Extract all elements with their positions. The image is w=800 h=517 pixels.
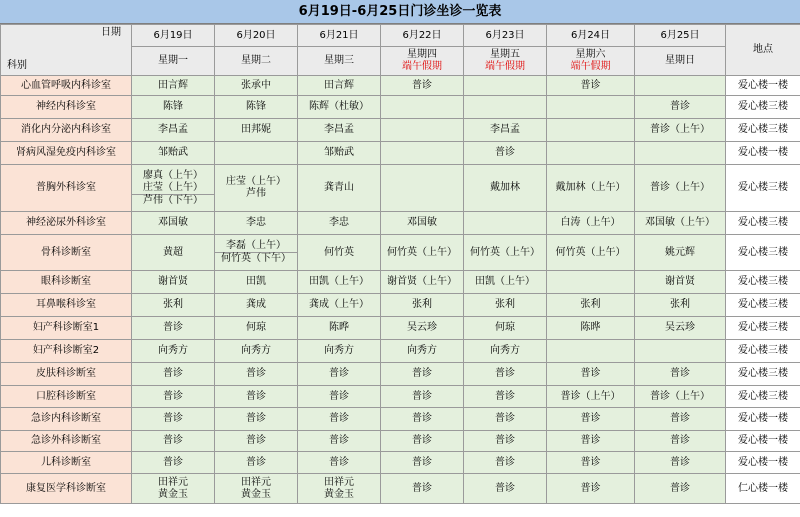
department-name: 妇产科诊断室1 [1,317,132,340]
location-name: 爱心楼三楼 [726,271,800,294]
location-name: 爱心楼三楼 [726,165,800,212]
table-row [1,408,800,431]
schedule-cell: 白涛（上午） [547,212,635,235]
schedule-cell: 普诊 [635,96,726,119]
location-name: 爱心楼三楼 [726,235,800,271]
header-date: 6月24日 [547,25,635,47]
schedule-cell: 田邦妮 [215,119,298,142]
schedule-cell: 向秀方 [132,340,215,363]
header-weekday [215,47,298,76]
schedule-cell [298,474,381,504]
schedule-cell: 普诊 [298,386,381,408]
schedule-cell [547,142,635,165]
schedule-cell: 吴云珍 [635,317,726,340]
weekday-label: 星期六 [575,49,606,60]
schedule-cell: 普诊（上午） [547,386,635,408]
schedule-cell: 普诊 [215,363,298,386]
department-name: 急诊外科诊断室 [1,431,132,452]
table-row [1,142,800,165]
schedule-cell: 谢首贤（上午） [381,271,464,294]
schedule-cell: 吴云珍 [381,317,464,340]
department-name: 眼科诊断室 [1,271,132,294]
department-name: 儿科诊断室 [1,452,132,474]
location-name: 爱心楼三楼 [726,386,800,408]
schedule-cell: 何竹英（上午） [464,235,547,271]
doctor-name: 田祥元 [324,476,354,488]
schedule-cell: 普诊 [381,408,464,431]
header-corner [1,25,132,76]
schedule-cell: 张利 [381,294,464,317]
schedule-cell: 田言辉 [298,76,381,96]
header-date: 6月25日 [635,25,726,47]
schedule-cell: 姚元辉 [635,235,726,271]
schedule-cell: 田凯（上午） [298,271,381,294]
doctor-name: 芦伟 [246,188,266,199]
schedule-cell [215,474,298,504]
schedule-cell: 李昌孟 [464,119,547,142]
schedule-cell: 普诊 [215,452,298,474]
location-name: 爱心楼一楼 [726,142,800,165]
schedule-cell: 普诊 [132,317,215,340]
location-name: 爱心楼三楼 [726,212,800,235]
table-row [1,340,800,363]
holiday-label: 端午假期 [570,61,611,72]
weekday-label: 星期一 [158,55,188,66]
table-row [1,271,800,294]
doctor-name: 廖真（上午） [143,169,203,181]
table-row [1,294,800,317]
schedule-cell: 普诊 [298,363,381,386]
schedule-cell: 普诊 [464,142,547,165]
doctor-name: 黄金玉 [241,488,271,500]
department-name: 口腔科诊断室 [1,386,132,408]
schedule-cell: 戴加林 [464,165,547,212]
schedule-cell: 谢首贤 [635,271,726,294]
schedule-cell [635,76,726,96]
schedule-cell: 普诊 [547,431,635,452]
table-row [1,474,800,504]
department-name: 神经泌尿外科诊室 [1,212,132,235]
schedule-cell: 普诊 [381,452,464,474]
schedule-cell: 何竹英（上午） [547,235,635,271]
department-name: 普胸外科诊室 [1,165,132,212]
table-row [1,317,800,340]
doctor-name: 李磊（上午） [226,240,286,251]
schedule-cell: 向秀方 [381,340,464,363]
location-name: 爱心楼一楼 [726,452,800,474]
schedule-cell: 普诊 [635,363,726,386]
schedule-cell: 陈辉（杜敏） [298,96,381,119]
schedule-cell: 何琼 [215,317,298,340]
table-row [1,386,800,408]
schedule-cell: 陈晔 [298,317,381,340]
schedule-cell [381,142,464,165]
header-date: 6月19日 [132,25,215,47]
weekday-label: 星期五 [490,49,520,60]
schedule-cell: 普诊 [132,386,215,408]
weekday-label: 星期三 [324,55,354,66]
department-name: 肾病风湿免疫内科诊室 [1,142,132,165]
schedule-cell: 黄超 [132,235,215,271]
doctor-name: 黄金玉 [324,488,354,500]
schedule-cell: 张利 [635,294,726,317]
schedule-cell: 普诊（上午） [635,119,726,142]
department-name: 妇产科诊断室2 [1,340,132,363]
schedule-cell [464,76,547,96]
doctor-name: 田祥元 [241,476,271,488]
schedule-cell: 张利 [132,294,215,317]
schedule-cell [215,165,298,212]
doctor-name: 庄莹（上午） [143,181,203,193]
header-date: 6月20日 [215,25,298,47]
header-weekday [381,47,464,76]
schedule-cell [215,142,298,165]
table-row [1,235,800,271]
schedule-cell: 何竹英 [298,235,381,271]
department-name: 急诊内科诊断室 [1,408,132,431]
department-name: 骨科诊断室 [1,235,132,271]
location-name: 仁心楼一楼 [726,474,800,504]
schedule-cell [381,96,464,119]
schedule-cell: 何琼 [464,317,547,340]
schedule-cell: 普诊 [215,386,298,408]
doctor-name: 何竹英（下午） [215,252,297,265]
schedule-cell: 龚青山 [298,165,381,212]
schedule-cell [547,271,635,294]
schedule-cell: 普诊 [381,76,464,96]
weekday-label: 星期四 [407,49,437,60]
location-name: 爱心楼三楼 [726,340,800,363]
schedule-cell: 李昌孟 [298,119,381,142]
schedule-cell: 邓国敏 [132,212,215,235]
schedule-cell [547,340,635,363]
schedule-cell: 普诊 [635,408,726,431]
schedule-cell: 张利 [464,294,547,317]
schedule-cell: 向秀方 [464,340,547,363]
location-name: 爱心楼三楼 [726,294,800,317]
doctor-name: 黄金玉 [158,488,188,500]
schedule-cell: 普诊 [464,363,547,386]
schedule-cell: 普诊 [381,386,464,408]
schedule-cell: 普诊 [298,408,381,431]
department-name: 神经内科诊室 [1,96,132,119]
schedule-cell: 普诊 [132,363,215,386]
schedule-cell: 何竹英（上午） [381,235,464,271]
holiday-label: 端午假期 [402,61,442,72]
schedule-cell [215,235,298,271]
schedule-cell: 普诊（上午） [635,386,726,408]
department-name: 心血管呼吸内科诊室 [1,76,132,96]
schedule-cell [132,165,215,212]
department-name: 康复医学科诊断室 [1,474,132,504]
schedule-cell: 普诊 [547,452,635,474]
schedule-cell: 普诊 [381,431,464,452]
schedule-cell: 邓国敏（上午） [635,212,726,235]
schedule-cell: 普诊 [381,363,464,386]
location-name: 爱心楼一楼 [726,76,800,96]
corner-dept-label: 科别 [7,60,27,71]
location-name: 爱心楼一楼 [726,431,800,452]
schedule-cell: 普诊 [547,474,635,504]
schedule-cell: 李昌孟 [132,119,215,142]
schedule-table [0,24,800,504]
table-row [1,96,800,119]
schedule-cell [635,340,726,363]
table-row [1,431,800,452]
schedule-cell: 向秀方 [298,340,381,363]
schedule-cell: 普诊 [547,363,635,386]
table-row [1,452,800,474]
location-name: 爱心楼三楼 [726,96,800,119]
schedule-cell: 戴加林（上午） [547,165,635,212]
schedule-cell: 普诊 [215,408,298,431]
schedule-cell: 邹贻武 [132,142,215,165]
schedule-cell: 邓国敏 [381,212,464,235]
weekday-label: 星期日 [665,55,695,66]
schedule-cell: 普诊 [381,474,464,504]
schedule-cell: 普诊 [464,474,547,504]
location-name: 爱心楼一楼 [726,408,800,431]
location-name: 爱心楼三楼 [726,363,800,386]
schedule-cell: 普诊 [464,386,547,408]
department-name: 耳鼻喉科诊室 [1,294,132,317]
header-weekday [298,47,381,76]
table-row [1,165,800,212]
table-row [1,363,800,386]
schedule-cell: 普诊 [464,452,547,474]
schedule-cell: 李忠 [298,212,381,235]
holiday-label: 端午假期 [485,61,525,72]
schedule-cell: 普诊 [635,431,726,452]
department-name: 消化内分泌内科诊室 [1,119,132,142]
location-name: 爱心楼三楼 [726,317,800,340]
schedule-cell: 张承中 [215,76,298,96]
schedule-cell: 普诊 [547,408,635,431]
schedule-cell: 李忠 [215,212,298,235]
schedule-cell [464,212,547,235]
page-title: 6月19日-6月25日门诊坐诊一览表 [0,0,800,24]
header-location: 地点 [726,25,800,76]
department-name: 皮肤科诊断室 [1,363,132,386]
schedule-cell: 谢首贤 [132,271,215,294]
schedule-cell [132,474,215,504]
schedule-cell: 邹贻武 [298,142,381,165]
schedule-cell [381,119,464,142]
schedule-cell [635,142,726,165]
schedule-cell: 普诊 [215,431,298,452]
doctor-name: 田祥元 [158,476,188,488]
schedule-cell: 陈晔 [547,317,635,340]
schedule-cell: 普诊 [547,76,635,96]
table-row [1,119,800,142]
header-weekday [132,47,215,76]
schedule-cell: 普诊 [132,408,215,431]
schedule-cell: 向秀方 [215,340,298,363]
schedule-cell: 龚成（上午） [298,294,381,317]
schedule-cell [547,96,635,119]
schedule-cell: 陈锋 [132,96,215,119]
schedule-cell: 田凯（上午） [464,271,547,294]
header-weekday [547,47,635,76]
corner-date-label: 日期 [101,27,121,38]
doctor-name: 庄莹（上午） [226,176,286,187]
schedule-cell: 陈锋 [215,96,298,119]
header-date: 6月21日 [298,25,381,47]
schedule-cell: 张利 [547,294,635,317]
schedule-cell: 普诊 [635,452,726,474]
schedule-cell: 普诊（上午） [635,165,726,212]
schedule-cell: 普诊 [464,408,547,431]
table-row [1,212,800,235]
header-date: 6月22日 [381,25,464,47]
weekday-label: 星期二 [241,55,271,66]
table-row [1,76,800,96]
schedule-cell: 龚成 [215,294,298,317]
header-weekday [464,47,547,76]
location-name: 爱心楼三楼 [726,119,800,142]
schedule-cell: 田言辉 [132,76,215,96]
schedule-cell: 普诊 [132,431,215,452]
schedule-cell: 田凯 [215,271,298,294]
header-date: 6月23日 [464,25,547,47]
schedule-cell: 普诊 [464,431,547,452]
header-weekday [635,47,726,76]
schedule-cell: 普诊 [132,452,215,474]
schedule-cell [547,119,635,142]
schedule-cell: 普诊 [298,452,381,474]
schedule-cell [381,165,464,212]
doctor-name: 芦伟（下午） [132,194,214,207]
schedule-cell [464,96,547,119]
schedule-cell: 普诊 [298,431,381,452]
schedule-cell: 普诊 [635,474,726,504]
